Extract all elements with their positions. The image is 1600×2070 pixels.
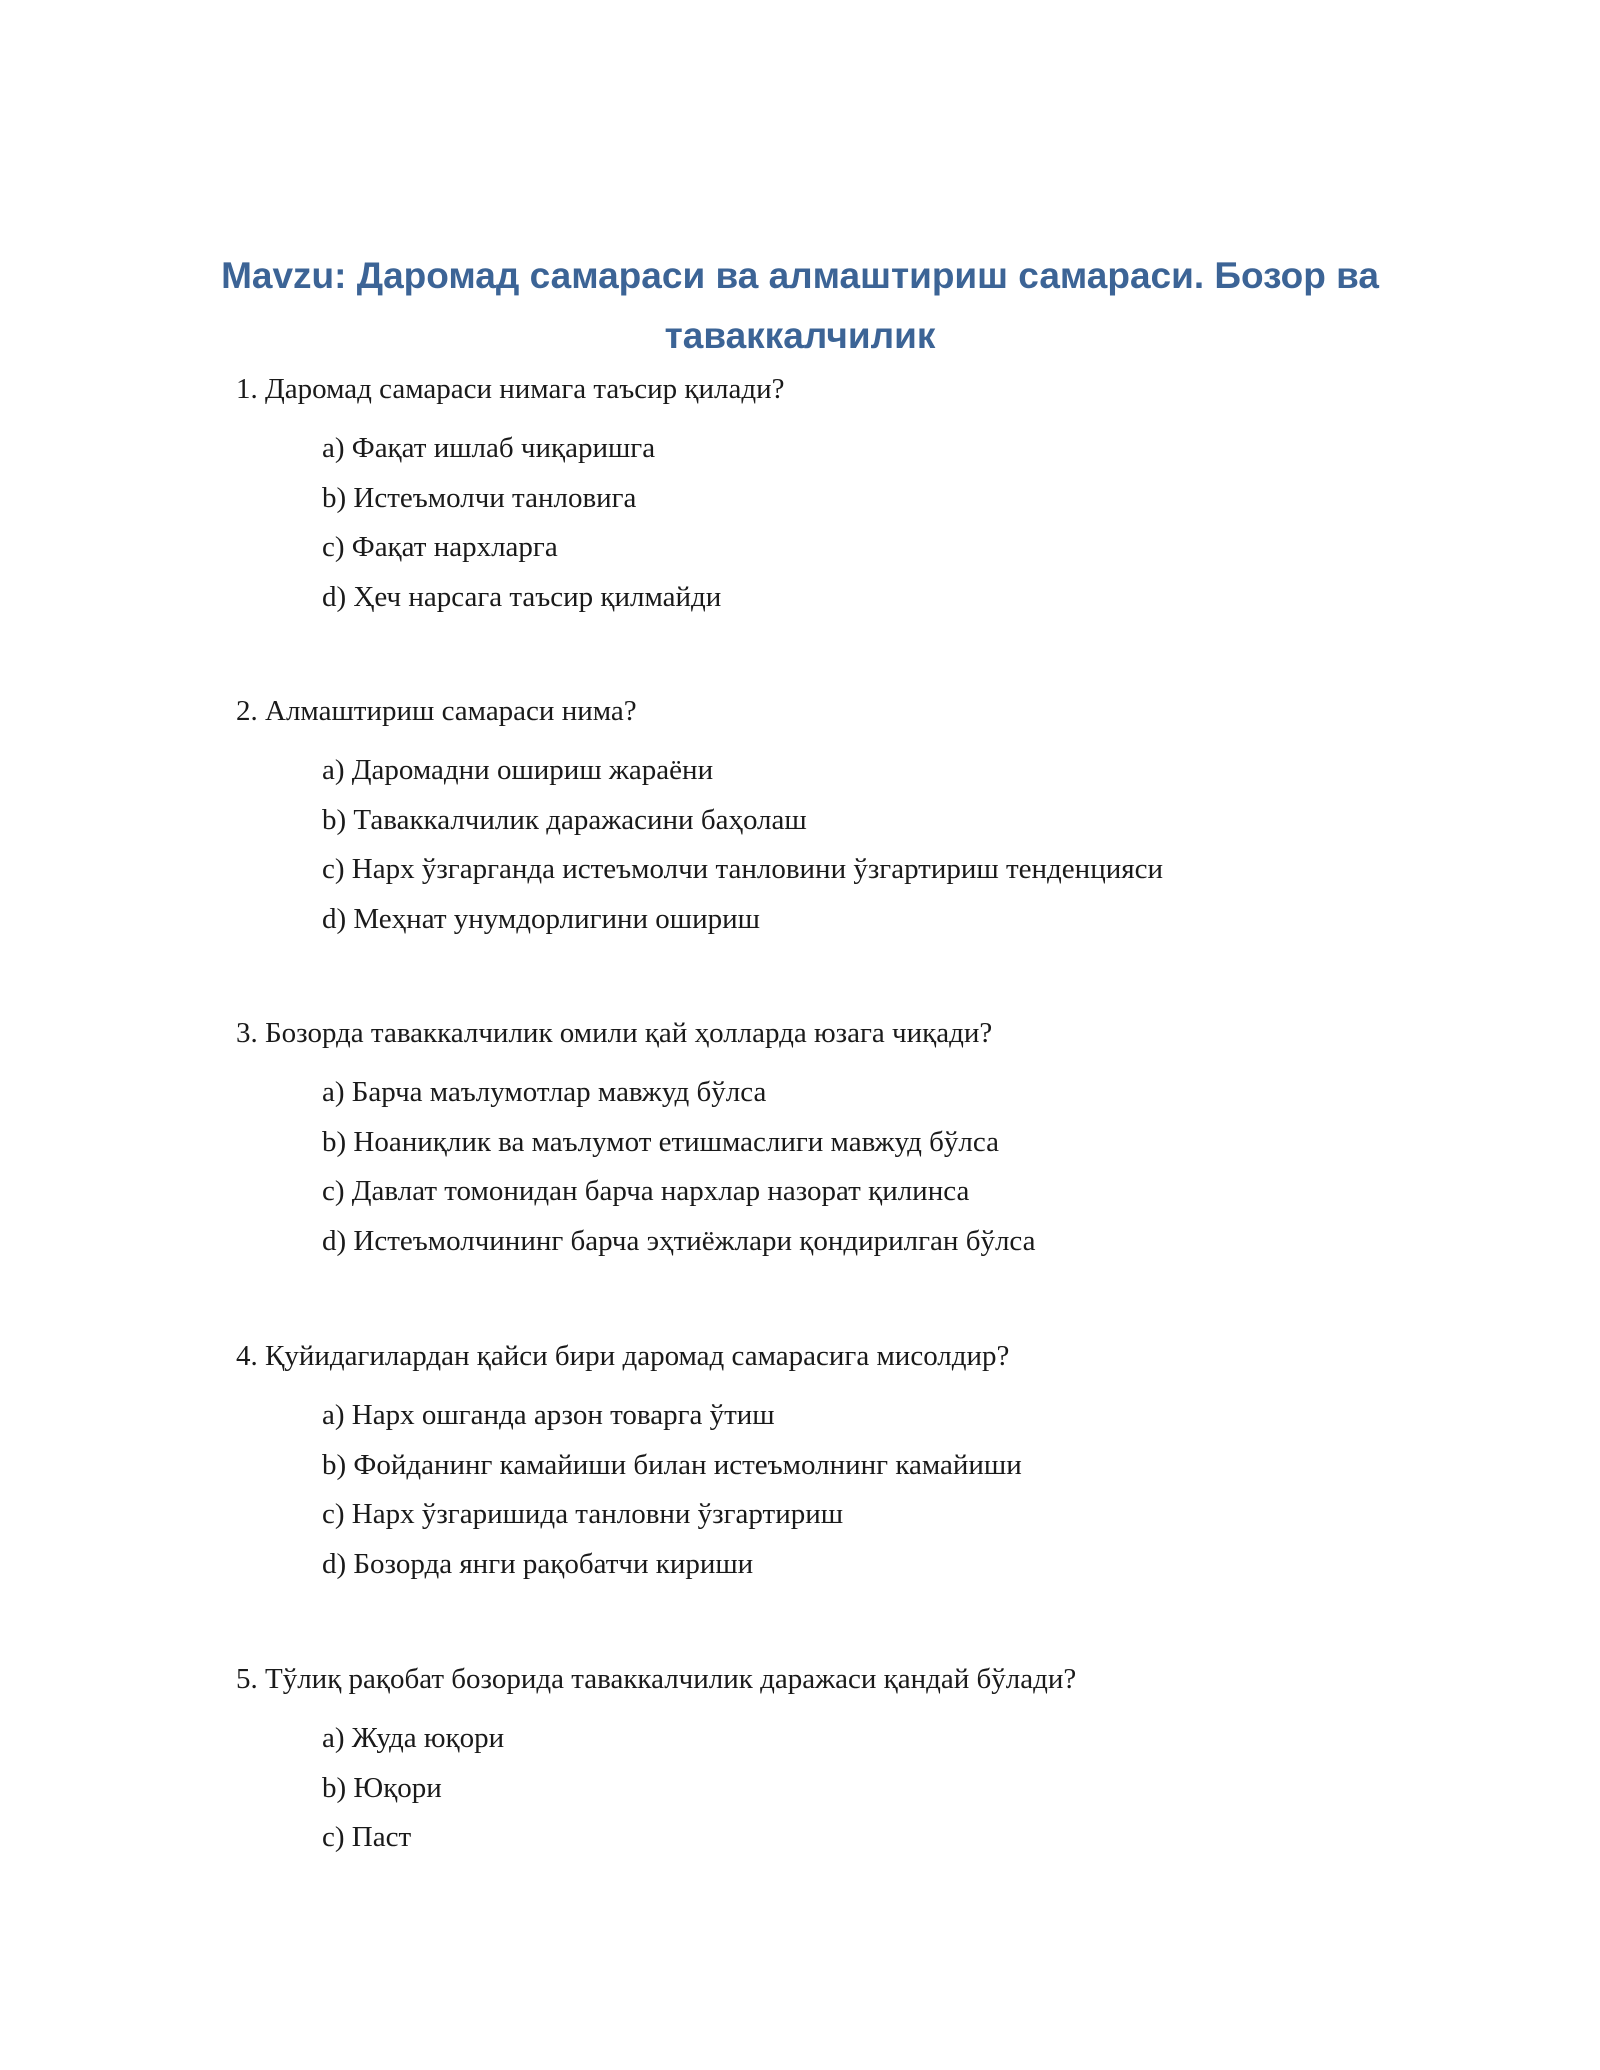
question-3 <box>236 1015 1436 1266</box>
document-title: Mavzu: Даромад самараси ва алмаштириш самараси. Бозор ва таваккалчилик <box>221 255 1379 356</box>
option-a: a) Жуда юқори <box>322 1722 505 1754</box>
question-2 <box>236 693 1436 944</box>
option-b: b) Фойданинг камайиши билан истеъмолнинг камайиши <box>322 1448 1022 1481</box>
option-b: b) Юқори <box>322 1771 442 1804</box>
question-text: 1. Даромад самараси нимага таъсир қилади? <box>236 373 785 405</box>
options-list <box>322 1391 1436 1589</box>
option-b: b) Таваккалчилик даражасини баҳолаш <box>322 803 807 836</box>
option-b: b) Ноаниқлик ва маълумот етишмаслиги мавжуд бўлса <box>322 1125 999 1158</box>
option-a: a) Барча маълумотлар мавжуд бўлса <box>322 1076 767 1108</box>
options-list <box>322 1714 1436 1863</box>
question-text: 2. Алмаштириш самараси нима? <box>236 695 637 727</box>
option-a: a) Нарх ошганда арзон товарга ўтиш <box>322 1399 775 1431</box>
option-a: a) Даромадни ошириш жараёни <box>322 754 714 786</box>
option-c: c) Давлат томонидан барча нархлар назорат қилинса <box>322 1175 970 1207</box>
option-d: d) Меҳнат унумдорлигини ошириш <box>322 902 761 935</box>
options-list <box>322 424 1436 622</box>
option-d: d) Бозорда янги рақобатчи кириши <box>322 1547 754 1580</box>
option-c: c) Нарх ўзгарганда истеъмолчи танловини ўзгартириш тенденцияси <box>322 853 1163 885</box>
question-4 <box>236 1338 1436 1589</box>
option-c: c) Фақат нархларга <box>322 531 558 563</box>
option-c: c) Нарх ўзгаришида танловни ўзгартириш <box>322 1498 844 1530</box>
question-text: 3. Бозорда таваккалчилик омили қай ҳолларда юзага чиқади? <box>236 1017 993 1049</box>
question-text: 4. Қуйидагилардан қайси бири даромад самарасига мисолдир? <box>236 1340 1010 1372</box>
option-b: b) Истеъмолчи танловига <box>322 481 637 514</box>
option-c: c) Паст <box>322 1821 412 1853</box>
question-1 <box>236 371 1436 622</box>
option-a: a) Фақат ишлаб чиқаришга <box>322 432 656 464</box>
question-text: 5. Тўлиқ рақобат бозорида таваккалчилик даражаси қандай бўлади? <box>236 1663 1077 1695</box>
question-5 <box>236 1661 1436 1863</box>
option-d: d) Ҳеч нарсага таъсир қилмайди <box>322 580 722 613</box>
options-list <box>322 746 1436 944</box>
options-list <box>322 1068 1436 1266</box>
option-d: d) Истеъмолчининг барча эҳтиёжлари қондирилган бўлса <box>322 1224 1036 1257</box>
